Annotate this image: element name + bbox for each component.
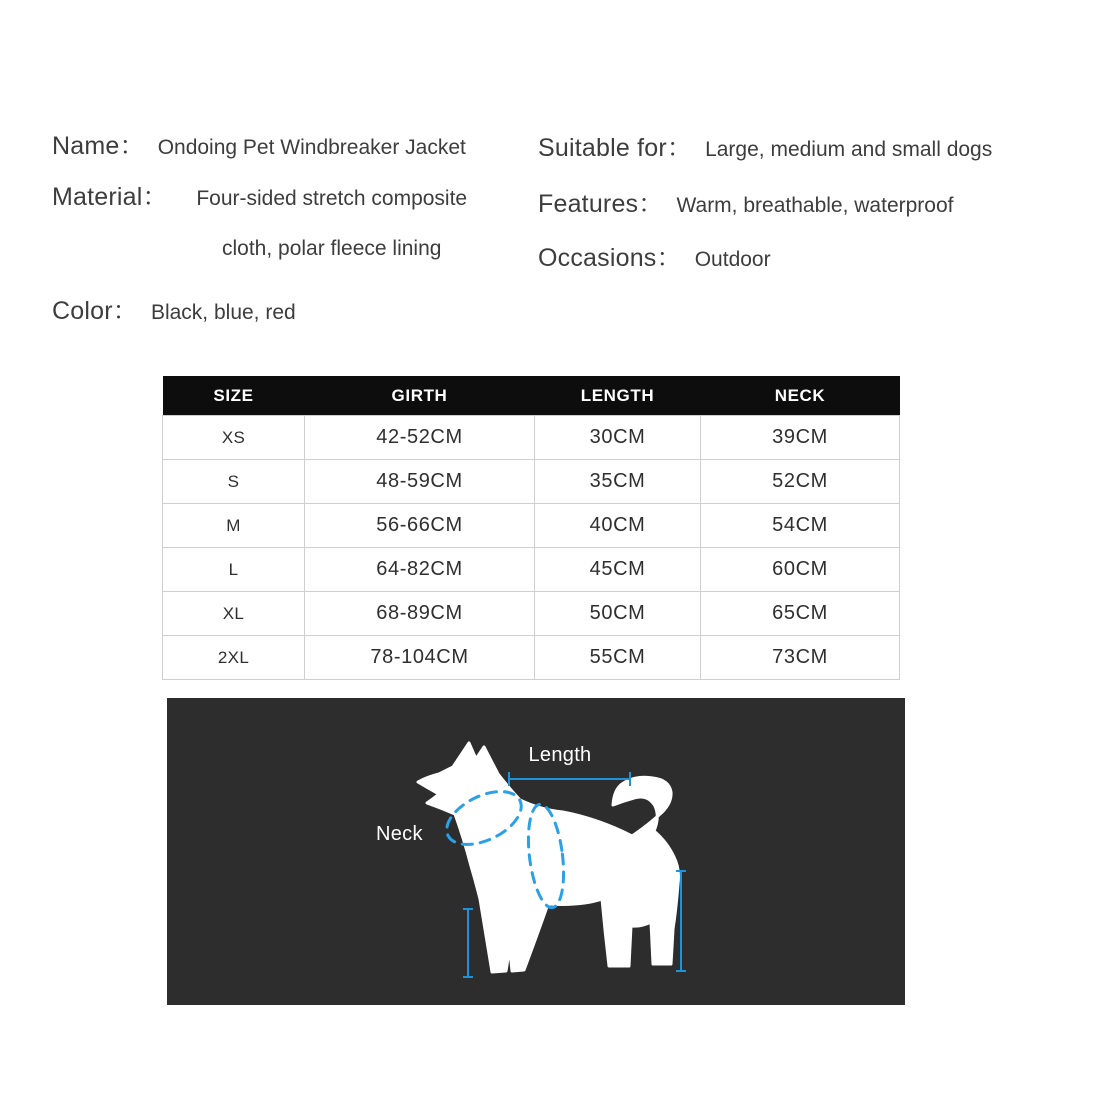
- features-label: Features：: [538, 190, 664, 218]
- measurement-diagram-panel: [167, 698, 905, 1005]
- occasions-label: Occasions：: [538, 244, 682, 272]
- occasions-value: Outdoor: [694, 248, 771, 271]
- cell-size: L: [163, 548, 305, 592]
- table-row: [163, 504, 900, 548]
- cell-length: 30CM: [535, 416, 701, 460]
- cell-girth: 78-104CM: [305, 636, 535, 680]
- info-row-features: [538, 184, 953, 220]
- length-measure-line: [509, 772, 630, 786]
- cell-neck: 65CM: [701, 592, 900, 636]
- features-value: Warm, breathable, waterproof: [676, 194, 954, 217]
- cell-neck: 60CM: [701, 548, 900, 592]
- name-value: Ondoing Pet Windbreaker Jacket: [157, 136, 466, 159]
- info-row-color: [52, 291, 296, 327]
- cell-neck: 52CM: [701, 460, 900, 504]
- cell-girth: 64-82CM: [305, 548, 535, 592]
- cell-length: 50CM: [535, 592, 701, 636]
- name-label: Name：: [52, 132, 145, 160]
- size-chart-table: [162, 376, 900, 680]
- cell-neck: 54CM: [701, 504, 900, 548]
- table-row: [163, 636, 900, 680]
- info-row-name: [52, 126, 466, 162]
- cell-length: 55CM: [535, 636, 701, 680]
- cell-girth: 48-59CM: [305, 460, 535, 504]
- info-row-suitable-for: [538, 128, 992, 164]
- cell-size: S: [163, 460, 305, 504]
- cell-size: M: [163, 504, 305, 548]
- suitable-for-label: Suitable for：: [538, 134, 693, 162]
- cell-length: 35CM: [535, 460, 701, 504]
- table-row: [163, 548, 900, 592]
- col-header-size: SIZE: [163, 376, 305, 416]
- suitable-for-value: Large, medium and small dogs: [705, 138, 993, 161]
- dog-silhouette: [418, 743, 679, 972]
- cell-girth: 68-89CM: [305, 592, 535, 636]
- material-label: Material：: [52, 183, 168, 211]
- col-header-length: LENGTH: [535, 376, 701, 416]
- front-height-measure-line: [463, 909, 473, 977]
- length-label: Length: [528, 744, 592, 766]
- table-row: [163, 416, 900, 460]
- cell-size: XS: [163, 416, 305, 460]
- col-header-neck: NECK: [701, 376, 900, 416]
- cell-girth: 42-52CM: [305, 416, 535, 460]
- col-header-girth: GIRTH: [305, 376, 535, 416]
- table-row: [163, 592, 900, 636]
- material-value: Four-sided stretch composite cloth, polar fleece lining: [196, 187, 468, 260]
- cell-length: 40CM: [535, 504, 701, 548]
- cell-neck: 73CM: [701, 636, 900, 680]
- cell-length: 45CM: [535, 548, 701, 592]
- info-row-material: [52, 174, 483, 274]
- table-header-row: [163, 376, 900, 416]
- cell-size: 2XL: [163, 636, 305, 680]
- cell-girth: 56-66CM: [305, 504, 535, 548]
- cell-size: XL: [163, 592, 305, 636]
- color-value: Black, blue, red: [150, 301, 296, 324]
- color-label: Color：: [52, 297, 138, 325]
- info-row-occasions: [538, 238, 771, 274]
- table-row: [163, 460, 900, 504]
- girth-label: Girth: [569, 847, 614, 869]
- neck-label: Neck: [376, 823, 423, 845]
- cell-neck: 39CM: [701, 416, 900, 460]
